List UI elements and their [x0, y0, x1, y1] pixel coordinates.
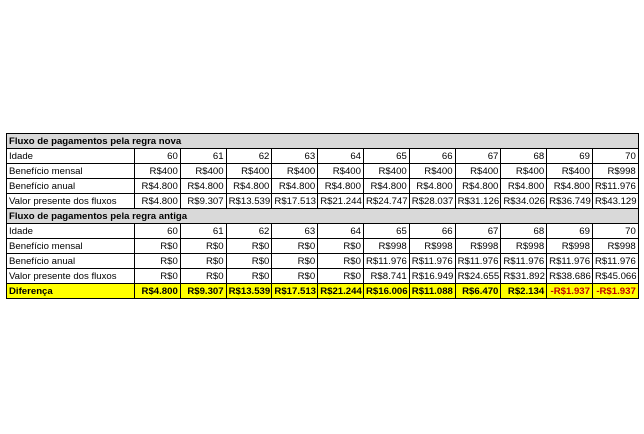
table-cell: R$400 — [501, 164, 547, 179]
table-cell: R$24.655 — [455, 269, 501, 284]
table-cell: 62 — [226, 224, 272, 239]
table-cell: R$4.800 — [501, 179, 547, 194]
table-cell: R$0 — [226, 239, 272, 254]
table-cell: R$16.949 — [409, 269, 455, 284]
table-cell: R$11.976 — [501, 254, 547, 269]
table-cell: R$0 — [318, 239, 364, 254]
table-cell: R$11.976 — [409, 254, 455, 269]
row-label: Benefício mensal — [7, 164, 135, 179]
table-cell: 65 — [363, 224, 409, 239]
table-cell: R$11.976 — [547, 254, 593, 269]
section-title: Fluxo de pagamentos pela regra antiga — [7, 209, 639, 224]
row-label: Benefício mensal — [7, 239, 135, 254]
table-cell: R$400 — [226, 164, 272, 179]
table-cell: 62 — [226, 149, 272, 164]
table-cell: 66 — [409, 224, 455, 239]
table-cell: R$31.126 — [455, 194, 501, 209]
table-cell: R$400 — [318, 164, 364, 179]
difference-label: Diferença — [7, 284, 135, 299]
table-cell: R$34.026 — [501, 194, 547, 209]
table-cell: 65 — [363, 149, 409, 164]
table-cell: R$9.307 — [180, 194, 226, 209]
table-cell: R$4.800 — [180, 179, 226, 194]
table-cell: 70 — [592, 149, 638, 164]
table-cell: R$11.976 — [592, 254, 638, 269]
table-cell: R$0 — [135, 239, 181, 254]
section-title: Fluxo de pagamentos pela regra nova — [7, 134, 639, 149]
table-cell: R$28.037 — [409, 194, 455, 209]
table-row — [7, 269, 639, 284]
table-cell: R$0 — [180, 269, 226, 284]
table-cell: 61 — [180, 224, 226, 239]
table-cell: R$0 — [226, 269, 272, 284]
table-cell: R$4.800 — [547, 179, 593, 194]
table-row — [7, 179, 639, 194]
table-row — [7, 239, 639, 254]
row-label: Idade — [7, 149, 135, 164]
table-cell: R$4.800 — [135, 194, 181, 209]
table-cell: R$998 — [547, 239, 593, 254]
table-cell: 61 — [180, 149, 226, 164]
table-row — [7, 254, 639, 269]
difference-row — [7, 284, 639, 299]
table-cell: R$0 — [272, 254, 318, 269]
table-cell: R$0 — [135, 254, 181, 269]
table-cell: 60 — [135, 149, 181, 164]
table-cell: 67 — [455, 149, 501, 164]
section-header-nova — [7, 134, 639, 149]
table-cell: R$45.066 — [592, 269, 638, 284]
difference-cell: R$9.307 — [180, 284, 226, 299]
table-cell: 68 — [501, 224, 547, 239]
section-header-antiga — [7, 209, 639, 224]
table-cell: R$4.800 — [455, 179, 501, 194]
table-cell: R$0 — [180, 239, 226, 254]
table-cell: R$998 — [501, 239, 547, 254]
table-cell: R$11.976 — [592, 179, 638, 194]
difference-cell: R$4.800 — [135, 284, 181, 299]
table-cell: R$4.800 — [409, 179, 455, 194]
table-cell: 67 — [455, 224, 501, 239]
table-cell: R$0 — [318, 269, 364, 284]
table-cell: 66 — [409, 149, 455, 164]
table-cell: R$13.539 — [226, 194, 272, 209]
difference-cell: R$17.513 — [272, 284, 318, 299]
table-cell: R$400 — [135, 164, 181, 179]
table-cell: R$4.800 — [272, 179, 318, 194]
table-row — [7, 164, 639, 179]
table-cell: R$31.892 — [501, 269, 547, 284]
table-cell: R$400 — [272, 164, 318, 179]
difference-cell: R$2.134 — [501, 284, 547, 299]
table-cell: R$400 — [180, 164, 226, 179]
table-cell: R$43.129 — [592, 194, 638, 209]
table-cell: R$4.800 — [363, 179, 409, 194]
difference-cell: R$13.539 — [226, 284, 272, 299]
table-cell: R$0 — [226, 254, 272, 269]
table-cell: R$11.976 — [455, 254, 501, 269]
difference-cell: R$16.006 — [363, 284, 409, 299]
difference-cell: R$6.470 — [455, 284, 501, 299]
table-cell: R$0 — [180, 254, 226, 269]
table-cell: 64 — [318, 149, 364, 164]
table-row — [7, 194, 639, 209]
table-cell: R$0 — [272, 239, 318, 254]
table-cell: R$0 — [318, 254, 364, 269]
row-label: Benefício anual — [7, 254, 135, 269]
table-cell: R$8.741 — [363, 269, 409, 284]
table-cell: R$21.244 — [318, 194, 364, 209]
table-cell: R$4.800 — [318, 179, 364, 194]
table-cell: R$998 — [455, 239, 501, 254]
table-cell: R$11.976 — [363, 254, 409, 269]
table-cell: R$17.513 — [272, 194, 318, 209]
table-cell: 60 — [135, 224, 181, 239]
table-cell: R$400 — [547, 164, 593, 179]
table-cell: 64 — [318, 224, 364, 239]
row-label: Valor presente dos fluxos — [7, 194, 135, 209]
table-cell: R$998 — [592, 164, 638, 179]
row-label: Benefício anual — [7, 179, 135, 194]
table-cell: 69 — [547, 149, 593, 164]
table-row — [7, 224, 639, 239]
table-cell: 63 — [272, 224, 318, 239]
table-cell: 69 — [547, 224, 593, 239]
table-cell: R$24.747 — [363, 194, 409, 209]
row-label: Idade — [7, 224, 135, 239]
spreadsheet — [6, 133, 638, 299]
table-row — [7, 149, 639, 164]
payments-table — [6, 133, 639, 299]
table-cell: 63 — [272, 149, 318, 164]
table-cell: R$0 — [272, 269, 318, 284]
table-cell: 70 — [592, 224, 638, 239]
table-cell: R$36.749 — [547, 194, 593, 209]
table-cell: R$4.800 — [135, 179, 181, 194]
table-cell: R$400 — [363, 164, 409, 179]
table-cell: R$998 — [592, 239, 638, 254]
difference-cell: -R$1.937 — [547, 284, 593, 299]
table-cell: 68 — [501, 149, 547, 164]
table-cell: R$400 — [455, 164, 501, 179]
difference-cell: R$11.088 — [409, 284, 455, 299]
difference-cell: -R$1.937 — [592, 284, 638, 299]
table-cell: R$998 — [363, 239, 409, 254]
difference-cell: R$21.244 — [318, 284, 364, 299]
table-cell: R$0 — [135, 269, 181, 284]
table-cell: R$38.686 — [547, 269, 593, 284]
table-cell: R$400 — [409, 164, 455, 179]
table-cell: R$998 — [409, 239, 455, 254]
row-label: Valor presente dos fluxos — [7, 269, 135, 284]
table-cell: R$4.800 — [226, 179, 272, 194]
